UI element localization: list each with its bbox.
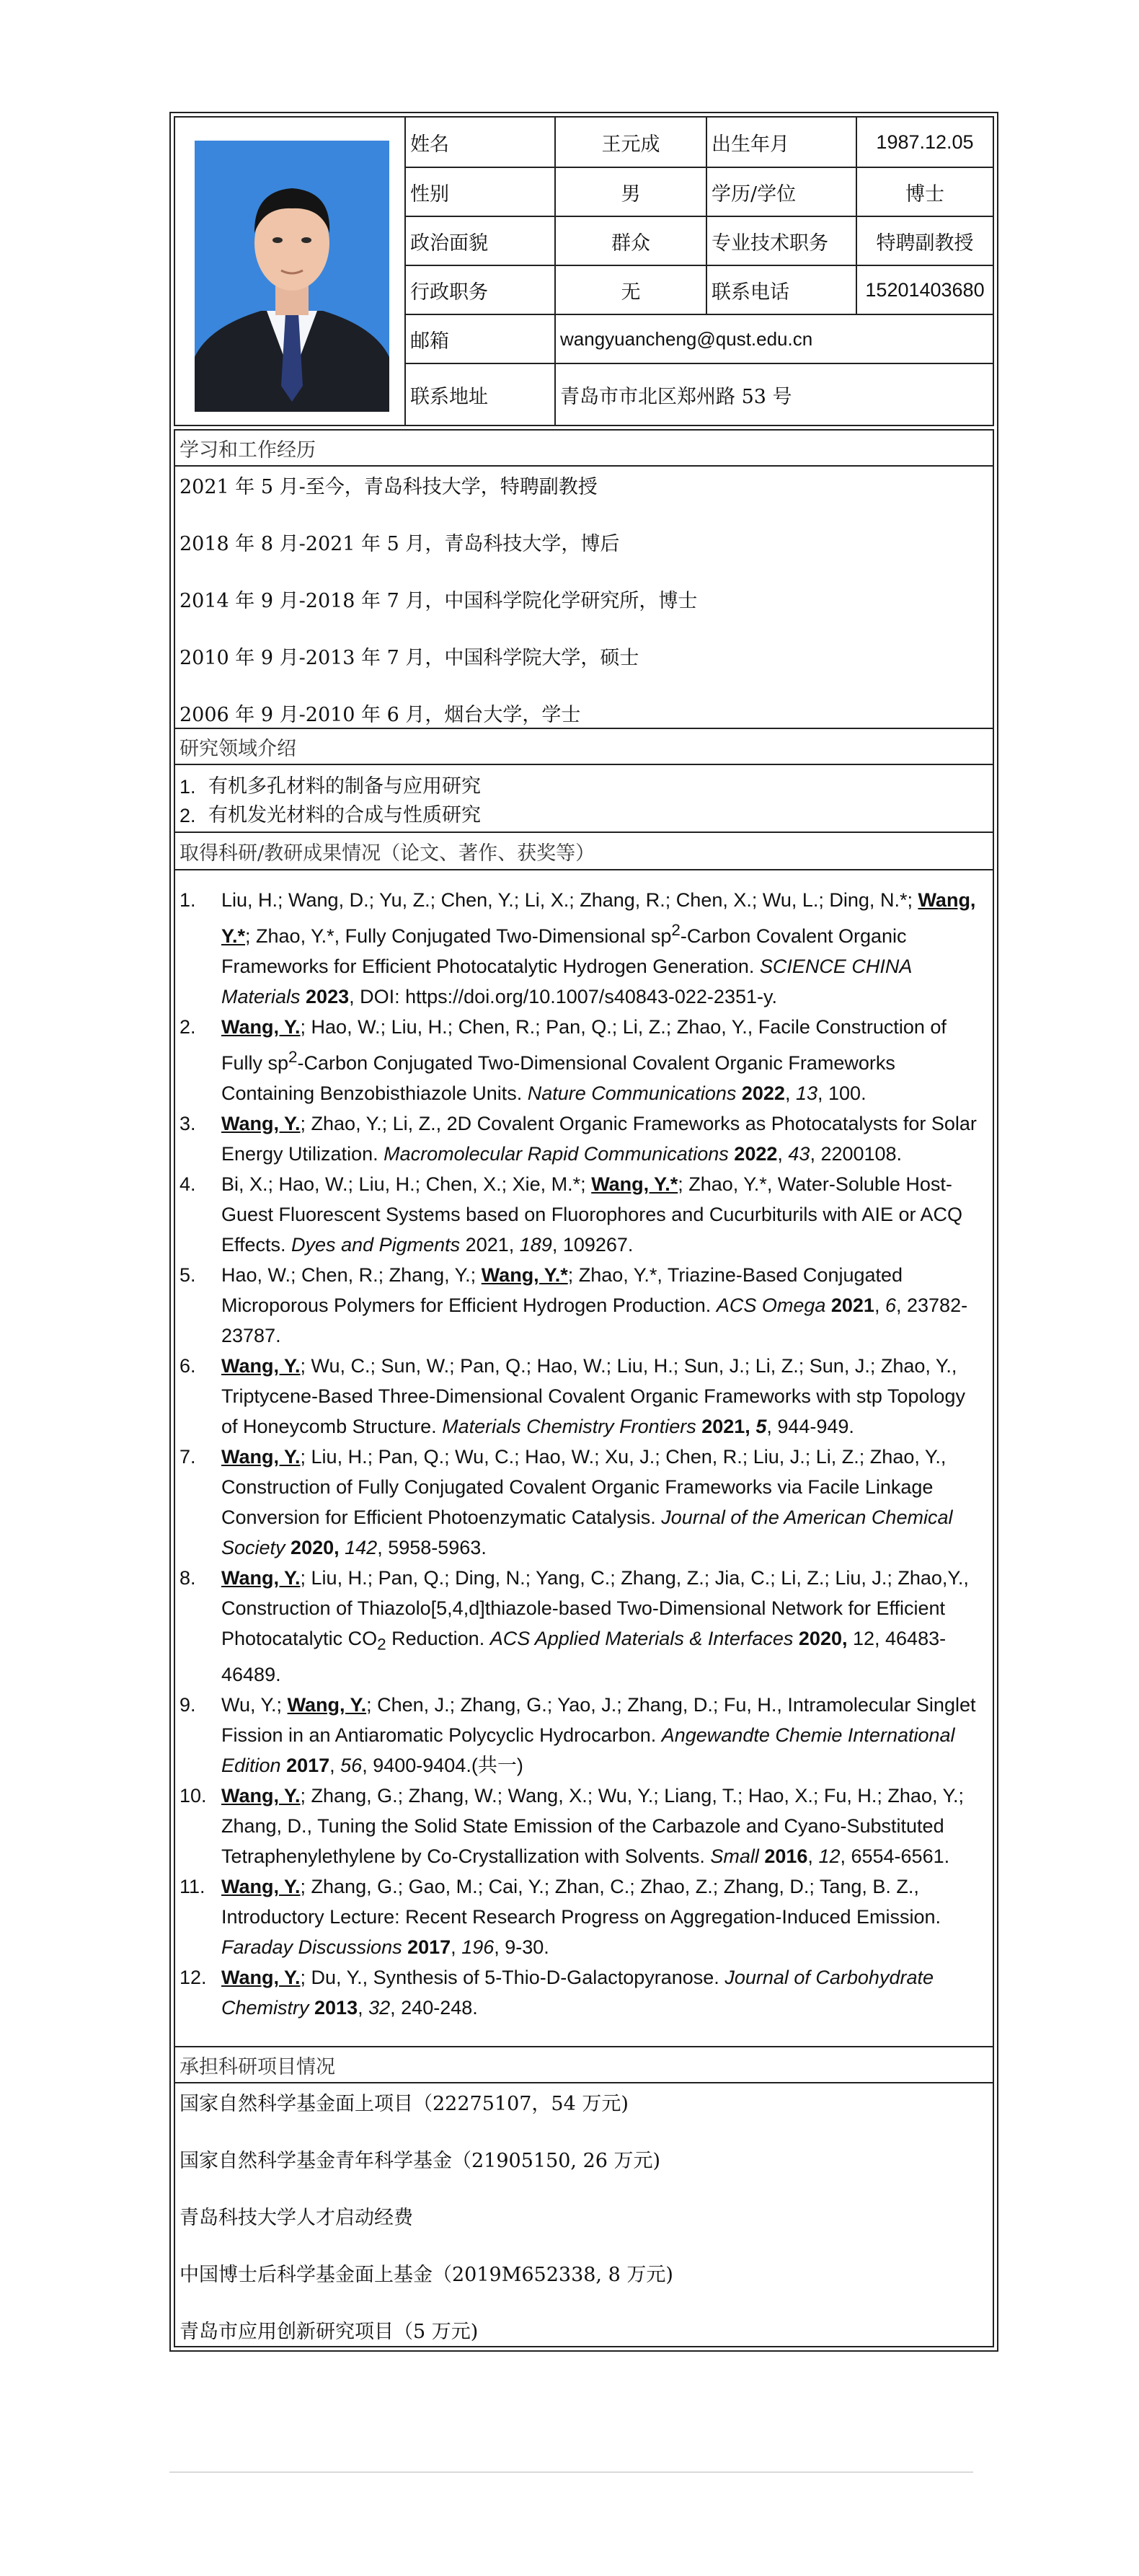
name-label: 姓名 [406,118,556,167]
experience-item: 2018 年 8 月-2021 年 5 月，青岛科技大学，博后 [180,533,620,555]
research-item-number: 1. [180,776,196,798]
publication-text: Liu, H.; Wang, D.; Yu, Z.; Chen, Y.; Li, X.; Zhang, R.; Chen, X.; Wu, L.; Ding, N.*; Wang, Y.*; Zhao, Y.*, Fully Conjugated Two-Dimensional $sp^2$-Carbon Covalent Organic Frameworks for Efficient Photocatalytic Hydrogen Generation. SCIENCE CHINA Materials 2023, DOI: https://doi.org/10.1007/s40843-022-2351-y. [221,889,976,1007]
publication-number: 8. [180,1567,196,1589]
admin-label: 行政职务 [406,266,556,314]
publication-item [175,1690,983,1781]
experience-item: 2006 年 9 月-2010 年 6 月，烟台大学，学士 [180,704,581,726]
experience-title: 学习和工作经历 [175,431,993,467]
publication-text: Bi, X.; Hao, W.; Liu, H.; Chen, X.; Xie, M.*; Wang, Y.*; Zhao, Y.*, Water-Soluble Host-Guest Fluorescent Systems based on Fluorophores and Cucurbiturils with AIE or ACQ Effects. Dyes and Pigments 2021, 189, 109267. [221,1173,962,1256]
achievements-title: 取得科研/教研成果情况（论文、著作、获奖等） [175,833,993,870]
publication-text: Wang, Y.; Liu, H.; Pan, Q.; Wu, C.; Hao, W.; Xu, J.; Chen, R.; Liu, J.; Li, Z.; Zhao, Y., Construction of Fully Conjugated Covalent Organic Frameworks via Facile Linkage Conversion for Efficient Photoenzymatic Catalysis. Journal of the American Chemical Society 2020, 142, 5958-5963. [221,1446,953,1558]
publication-list [175,870,993,2046]
experience-item: 2021 年 5 月-至今，青岛科技大学，特聘副教授 [180,476,598,498]
achievements-section [174,832,994,2047]
publication-text: Wang, Y.; Liu, H.; Pan, Q.; Ding, N.; Yang, C.; Zhang, Z.; Jia, C.; Li, Z.; Liu, J.; Zhao,Y., Construction of Thiazolo[5,4,d]thiazole-based Two-Dimensional Network for Efficient Photocatalytic $CO_2$ Reduction. ACS Applied Materials & Interfaces 2020, 12, 46483-46489. [221,1567,969,1686]
publication-item [175,1351,983,1442]
politics-label: 政治面貌 [406,217,556,265]
address-label: 联系地址 [406,364,556,425]
publication-number: 12. [180,1967,207,1989]
title-value: 特聘副教授 [876,231,974,255]
phone-label: 联系电话 [707,266,857,314]
gender-value: 男 [556,168,707,216]
publication-number: 5. [180,1264,196,1286]
birth-value: 1987.12.05 [876,131,974,153]
profile-info-grid [406,118,993,425]
profile-photo [195,141,389,412]
publication-number: 2. [180,1016,196,1038]
email-value[interactable]: wangyuancheng@qust.edu.cn [560,327,813,350]
profile-table [174,116,994,426]
research-list [175,765,993,832]
publication-item [175,885,983,1012]
research-title: 研究领域介绍 [175,729,993,765]
gender-label: 性别 [406,168,556,216]
research-item [175,801,993,830]
project-item: 中国博士后科学基金面上基金（2019M652338, 8 万元) [180,2264,673,2287]
publication-item [175,1442,983,1563]
publication-number: 1. [180,889,196,911]
projects-title: 承担科研项目情况 [175,2047,993,2083]
admin-value: 无 [556,266,707,314]
experience-list [175,467,993,728]
email-label: 邮箱 [406,315,556,363]
publication-number: 10. [180,1785,207,1807]
publication-item [175,1781,983,1871]
publication-text: Wang, Y.; Zhao, Y.; Li, Z., 2D Covalent Organic Frameworks as Photocatalysts for Solar Energy Utilization. Macromolecular Rapid Communications 2022, 43, 2200108. [221,1113,977,1165]
experience-item: 2014 年 9 月-2018 年 7 月，中国科学院化学研究所，博士 [180,590,698,612]
publication-item [175,1871,983,1962]
photo-cell [175,118,406,425]
publication-text: Wang, Y.; Zhang, G.; Gao, M.; Cai, Y.; Zhan, C.; Zhao, Z.; Zhang, D.; Tang, B. Z., Introductory Lecture: Recent Research Progress on Aggregation-Induced Emission. Faraday Discussions 2017, 196, 9-30. [221,1876,941,1959]
publication-item [175,1563,983,1690]
publication-text: Wang, Y.; Zhang, G.; Zhang, W.; Wang, X.; Wu, Y.; Liang, T.; Hao, X.; Fu, H.; Zhao, Y.; Zhang, D., Tuning the Solid State Emission of the Carbazole and Cyano-Substituted Tetraphenylethylene by Co-Crystallization with Solvents. Small 2016, 12, 6554-6561. [221,1785,964,1868]
research-item-text: 有机多孔材料的制备与应用研究 [208,775,481,798]
publication-item [175,1260,983,1351]
person-portrait-icon [195,141,389,412]
publication-number: 9. [180,1694,196,1716]
degree-label: 学历/学位 [707,168,857,216]
address-value: 青岛市市北区郑州路 53 号 [560,385,792,408]
project-item: 国家自然科学基金青年科学基金（21905150, 26 万元) [180,2150,661,2173]
footer-divider [169,2471,973,2473]
experience-item: 2010 年 9 月-2013 年 7 月，中国科学院大学，硕士 [180,647,639,669]
project-item: 青岛市应用创新研究项目（5 万元) [180,2321,479,2344]
publication-text: Wang, Y.; Hao, W.; Liu, H.; Chen, R.; Pan, Q.; Li, Z.; Zhao, Y., Facile Construction of Fully $sp^2$-Carbon Conjugated Two-Dimensional Covalent Organic Frameworks Containing Benzobisthiazole Units. Nature Communications 2022, 13, 100. [221,1016,947,1104]
publication-item [175,1012,983,1108]
degree-value: 博士 [905,182,944,206]
title-label: 专业技术职务 [707,217,857,265]
phone-value: 15201403680 [865,278,985,301]
experience-section [174,429,994,729]
politics-value: 群众 [556,217,707,265]
projects-section [174,2046,994,2347]
publication-item [175,1108,983,1169]
name-value: 王元成 [556,118,707,167]
publication-number: 3. [180,1113,196,1134]
research-item [175,772,993,801]
projects-list [175,2083,993,2346]
publication-number: 7. [180,1446,196,1468]
birth-label: 出生年月 [707,118,857,167]
research-item-text: 有机发光材料的合成与性质研究 [208,804,481,826]
publication-text: Wu, Y.; Wang, Y.; Chen, J.; Zhang, G.; Yao, J.; Zhang, D.; Fu, H., Intramolecular Singlet Fission in an Antiaromatic Polycyclic Hydrocarbon. Angewandte Chemie International Edition 2017, 56, 9400-9404.(共一) [221,1694,976,1777]
research-section [174,728,994,833]
publication-item [175,1962,983,2023]
publication-text: Hao, W.; Chen, R.; Zhang, Y.; Wang, Y.*; Zhao, Y.*, Triazine-Based Conjugated Microporous Polymers for Efficient Hydrogen Production. ACS Omega 2021, 6, 23782-23787. [221,1264,968,1346]
publication-number: 11. [180,1876,205,1898]
publication-text: Wang, Y.; Du, Y., Synthesis of 5-Thio-D-Galactopyranose. Journal of Carbohydrate Chemistry 2013, 32, 240-248. [221,1967,934,2019]
project-item: 青岛科技大学人才启动经费 [180,2207,413,2230]
publication-item [175,1169,983,1260]
publication-number: 4. [180,1173,196,1195]
project-item: 国家自然科学基金面上项目（22275107，54 万元) [180,2093,629,2116]
publication-text: Wang, Y.; Wu, C.; Sun, W.; Pan, Q.; Hao, W.; Liu, H.; Sun, J.; Li, Z.; Sun, J.; Zhao, Y., Triptycene-Based Three-Dimensional Covalent Organic Frameworks with stp Topology of Honeycomb Structure. Materials Chemistry Frontiers 2021, 5, 944-949. [221,1355,965,1437]
resume-sheet [169,112,998,2352]
research-item-number: 2. [180,805,196,826]
publication-number: 6. [180,1355,196,1377]
